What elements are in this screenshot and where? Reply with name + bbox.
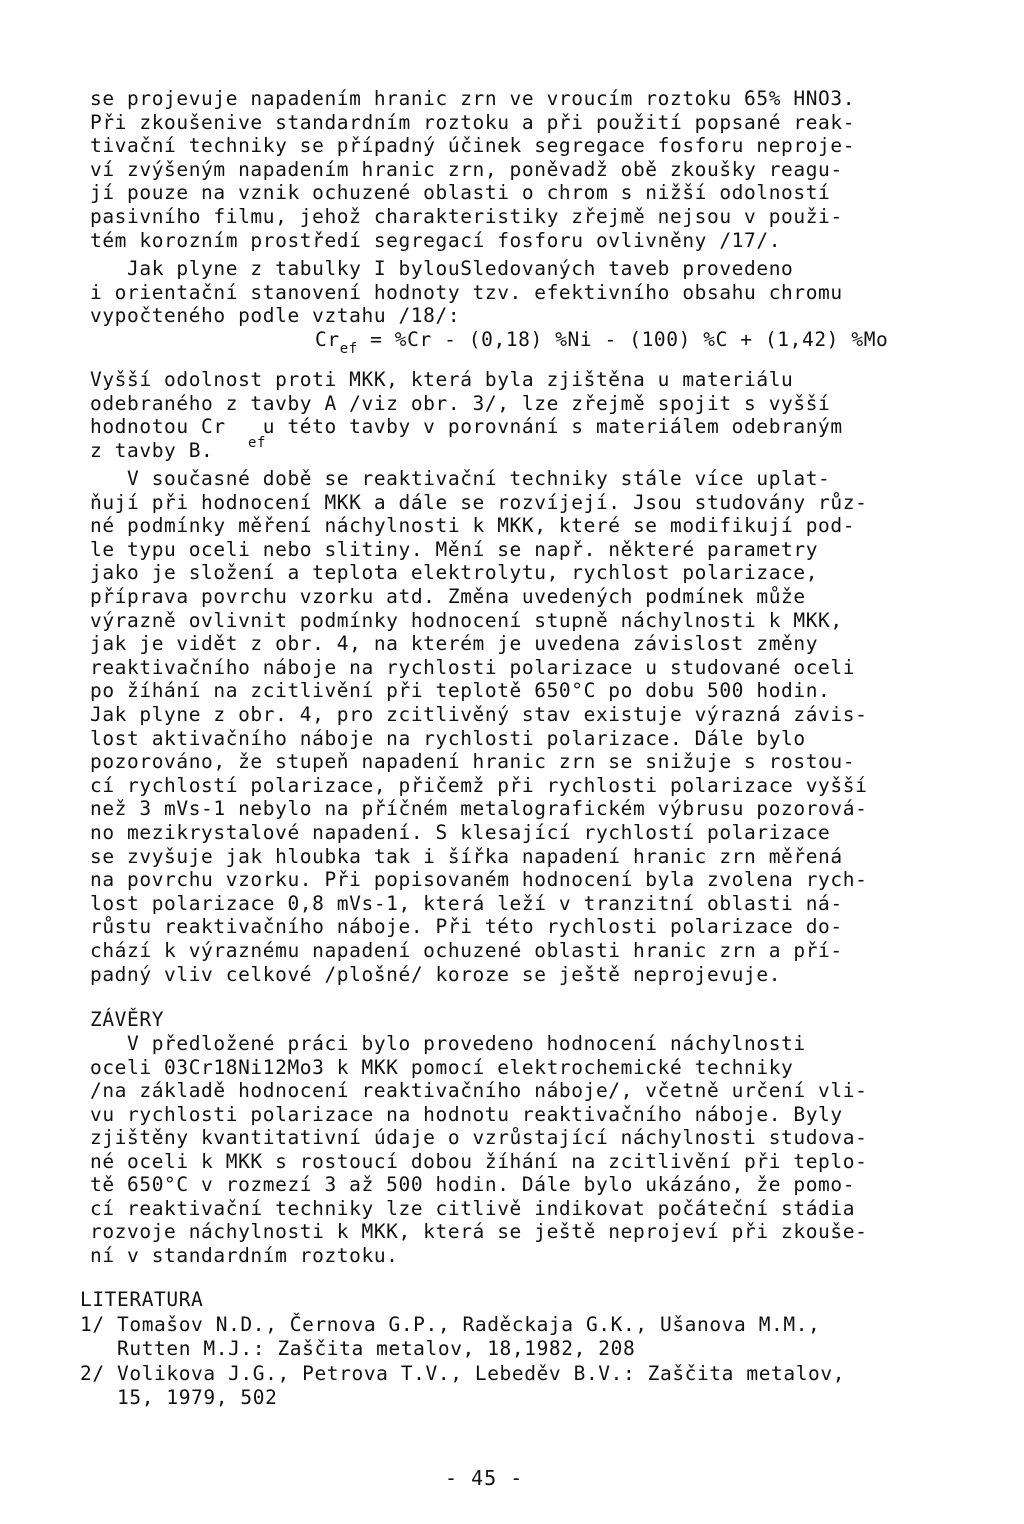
reference-item: 2/ Volikova J.G., Petrova T.V., Lebeděv B.V.: Zaščita metalov, [80, 1362, 846, 1385]
formula-rhs: = %Cr - (0,18) %Ni - (100) %C + (1,42) %Mo [357, 328, 889, 351]
reference-item: 1/ Tomašov N.D., Černova G.P., Raděckaja G.K., Ušanova M.M., [80, 1313, 821, 1336]
text-line: chází k výraznému napadení ochuzené oblasti hranic zrn a pří- [90, 939, 843, 962]
text-line: né oceli k MKK s rostoucí dobou žíhání na zcitlivění při teplo- [90, 1150, 868, 1173]
text-line: pozorováno, že stupeň napadení hranic zrn se snižuje s rostou- [90, 750, 856, 773]
text-line: oceli 03Cr18Ni12Mo3 k MKK pomocí elektrochemické techniky [90, 1056, 794, 1079]
text-line: než 3 mVs-1 nebylo na příčném metalografickém výbrusu pozorová- [90, 797, 868, 820]
formula-effective-chromium [315, 328, 889, 357]
text-line: se projevuje napadením hranic zrn ve vroucím roztoku 65% HNO3. [90, 87, 856, 110]
text-line: Jak plyne z obr. 4, pro zcitlivěný stav existuje výrazná závis- [90, 703, 868, 726]
text-line: le typu oceli nebo slitiny. Mění se např. některé parametry [90, 538, 819, 561]
text-line: padný vliv celkové /plošné/ koroze se ještě neprojevuje. [90, 963, 782, 986]
text-line: rozvoje náchylnosti k MKK, která se ještě neprojeví při zkouše- [90, 1220, 868, 1243]
section-heading-literatura: LITERATURA [80, 1288, 204, 1311]
text-line: i orientační stanovení hodnoty tzv. efektivního obsahu chromu [90, 281, 843, 304]
text-line: se zvyšuje jak hloubka tak i šířka napadení hranic zrn měřená [90, 845, 843, 868]
text-line: ví zvýšeným napadením hranic zrn, poněvadž obě zkoušky reagu- [90, 158, 843, 181]
text-line: pasivního filmu, jehož charakteristiky zřejmě nejsou v použi- [90, 205, 843, 228]
text-line: V předložené práci bylo provedeno hodnocení náchylnosti [90, 1032, 806, 1055]
text-line: lost polarizace 0,8 mVs-1, která leží v tranzitní oblasti ná- [90, 892, 843, 915]
text-line: cí rychlostí polarizace, přičemž při rychlosti polarizace vyšší [90, 774, 868, 797]
text-line: na povrchu vzorku. Při popisovaném hodnocení byla zvolena rych- [90, 868, 868, 891]
text-line: cí reaktivační techniky lze citlivě indikovat počáteční stádia [90, 1197, 856, 1220]
text-line: po žíhání na zcitlivění při teplotě 650°C po dobu 500 hodin. [90, 679, 831, 702]
text-line: ňují při hodnocení MKK a dále se rozvíjejí. Jsou studovány růz- [90, 491, 868, 514]
text-line: zjištěny kvantitativní údaje o vzrůstající náchylnosti studova- [90, 1126, 868, 1149]
text-line: lost aktivačního náboje na rychlosti polarizace. Dále bylo [90, 727, 806, 750]
text-line: jako je složení a teplota elektrolytu, rychlost polarizace, [90, 561, 819, 584]
text-line: tivační techniky se případný účinek segregace fosforu neproje- [90, 134, 856, 157]
formula-lhs: Cr [315, 328, 340, 351]
text-line: vypočteného podle vztahu /18/: [90, 304, 461, 327]
text-line: reaktivačního náboje na rychlosti polarizace u studované oceli [90, 656, 856, 679]
formula-lhs-subscript: ef [339, 341, 358, 357]
text-line: ní v standardním roztoku. [90, 1244, 399, 1267]
text-line: Při zkoušenive standardním roztoku a při použití popsané reak- [90, 111, 856, 134]
text-line: vu rychlosti polarizace na hodnotu reaktivačního náboje. Byly [90, 1103, 843, 1126]
section-heading-zavery: ZÁVĚRY [90, 1008, 165, 1031]
text-line: odebraného z tavby A /viz obr. 3/, lze zřejmě spojit s vyšší [90, 392, 831, 415]
text-line: tém korozním prostředí segregací fosforu ovlivněny /17/. [90, 229, 782, 252]
text-line: Vyšší odolnost proti MKK, která byla zjištěna u materiálu [90, 368, 794, 391]
text-line: né podmínky měření náchylnosti k MKK, které se modifikují pod- [90, 514, 856, 537]
text-line: jak je vidět z obr. 4, na kterém je uvedena závislost změny [90, 632, 819, 655]
text-line: hodnotou Cr u této tavby v porovnání s materiálem odebraným [90, 415, 843, 438]
text-line: jí pouze na vznik ochuzené oblasti o chrom s nižší odolností [90, 181, 831, 204]
reference-item: 15, 1979, 502 [80, 1386, 278, 1409]
text-line: výrazně ovlivnit podmínky hodnocení stupně náchylnosti k MKK, [90, 609, 843, 632]
text-line: no mezikrystalové napadení. S klesající rychlostí polarizace [90, 821, 831, 844]
reference-item: Rutten M.J.: Zaščita metalov, 18,1982, 208 [80, 1337, 636, 1360]
subscript-ef: ef [248, 435, 267, 451]
text-line: příprava povrchu vzorku atd. Změna uvedených podmínek může [90, 585, 806, 608]
page-number: - 45 - [445, 1466, 524, 1490]
text-line: z tavby B. [90, 439, 214, 462]
text-line: tě 650°C v rozmezí 3 až 500 hodin. Dále bylo ukázáno, že pomo- [90, 1173, 856, 1196]
text-line: V současné době se reaktivační techniky stále více uplat- [90, 467, 831, 490]
text-line: Jak plyne z tabulky I bylouSledovaných taveb provedeno [90, 257, 794, 280]
text-line: růstu reaktivačního náboje. Při této rychlosti polarizace do- [90, 915, 843, 938]
text-line: /na základě hodnocení reaktivačního náboje/, včetně určení vli- [90, 1079, 868, 1102]
